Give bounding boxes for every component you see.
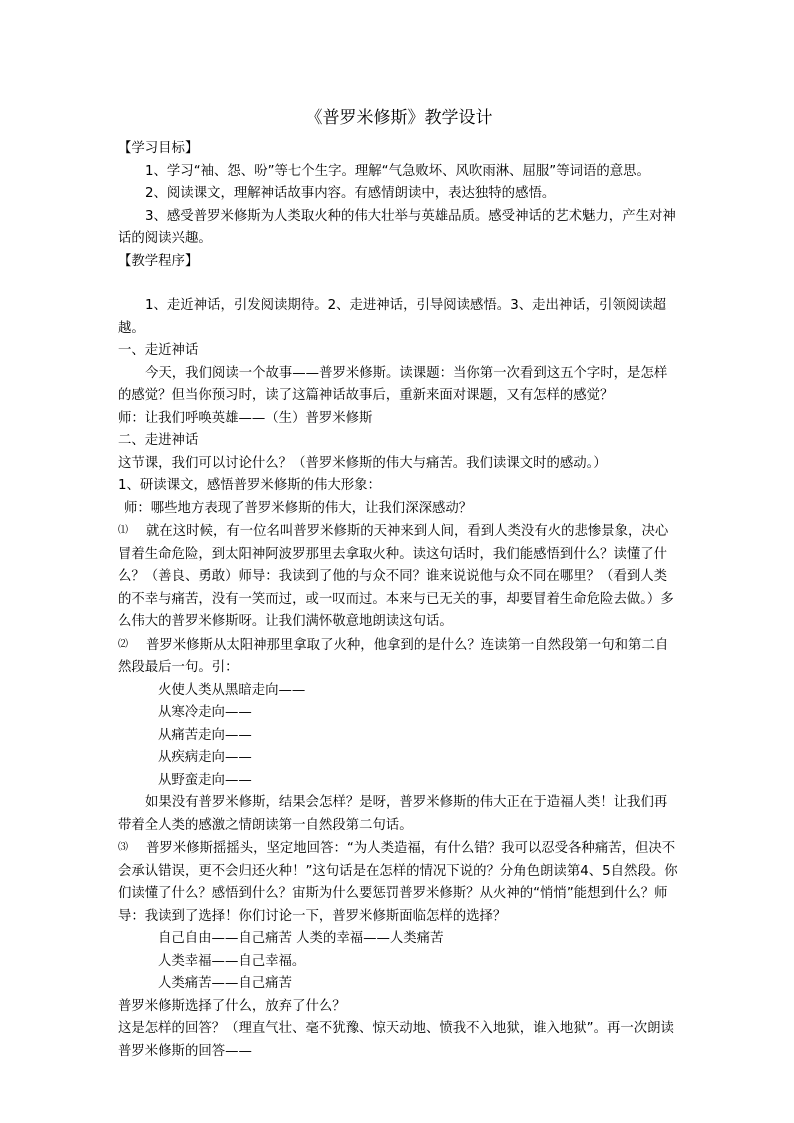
item-3 [118,837,680,928]
choice-line: 人类幸福——自己幸福。 [158,953,306,969]
fire-line: 从疾病走向—— [158,750,252,765]
section-1-teacher-line: 师：让我们呼唤英雄——（生）普罗米修斯 [118,410,373,426]
procedure-heading: 【教学程序】 [118,253,199,269]
item-1-text: 就在这时候，有一位名叫普罗米修斯的天神来到人间，看到人类没有火的悲惨景象，决心冒着生命危险，到太阳神阿波罗那里去拿取火种。读这句话时，我们能感悟到什么？读懂了什么？（善良、勇敢）师导：我读到了他的与众不同？谁来说说他与众不同在哪里？（看到人类的不幸与痛苦，没有一笑而过，或一叹而过。本来与已无关的事，却要冒着生命危险去做。）多么伟大的普罗米修斯呀。让我们满怀敬意地朗读这句话。 [118,524,674,629]
section-2-question: 这节课，我们可以讨论什么？（普罗米修斯的伟大与痛苦。我们读课文时的感动。） [118,455,607,471]
goal-2: 2、阅读课文，理解神话故事内容。有感情朗读中，表达独特的感悟。 [145,186,556,201]
blank-line [118,273,680,295]
item-2-number: ⑵ [118,638,128,650]
document-page [118,104,680,1063]
goals-heading: 【学习目标】 [118,141,199,156]
item-2-followup: 如果没有普罗米修斯，结果会怎样？是呀，普罗米修斯的伟大正在于造福人类！让我们再带着全人类的感激之情朗读第一自然段第二句话。 [118,795,668,833]
fire-line: 从野蛮走向—— [158,772,252,788]
item-1-number: ⑴ [118,525,128,536]
document-title: 《普罗米修斯》教学设计 [305,108,493,128]
goal-3: 3、感受普罗米修斯为人类取火种的伟大壮举与英雄品质。感受神话的艺术魅力，产生对神话的阅读兴趣。 [118,208,676,246]
item-3-number: ⑶ [118,842,128,853]
closing-question: 普罗米修斯选择了什么，放弃了什么？ [118,998,346,1014]
section-2-subheading: 1、研读课文，感悟普罗米修斯的伟大形象： [118,478,381,493]
fire-line: 从寒冷走向—— [158,705,252,720]
choice-line: 人类痛苦——自己痛苦 [158,976,292,991]
item-2-text: 普罗米修斯从太阳神那里拿取了火种，他拿到的是什么？连读第一自然段第一句和第二自然段最后一句。引： [118,637,669,675]
fire-line: 从痛苦走向—— [158,727,252,743]
procedure-intro: 1、走近神话，引发阅读期待。2、走进神话，引导阅读感悟。3、走出神话，引领阅读超越。 [118,298,667,336]
goal-1: 1、学习“袖、怨、吩”等七个生字。理解“气急败坏、风吹雨淋、屈服”等词语的意思。 [145,163,650,179]
section-1-paragraph: 今天，我们阅读一个故事——普罗米修斯。读课题：当你第一次看到这五个字时，是怎样的感觉？但当你预习时，读了这篇神话故事后，重新来面对课题，又有怎样的感觉？ [118,365,668,403]
section-2-heading: 二、走进神话 [118,433,199,448]
closing-paragraph: 这是怎样的回答？（理直气壮、毫不犹豫、惊天动地、愤我不入地狱，谁入地狱”。再一次朗读普罗米修斯的回答—— [118,1021,674,1059]
item-3-text: 普罗米修斯摇摇头，坚定地回答：“为人类造福，有什么错？我可以忍受各种痛苦，但决不会承认错误，更不会归还火种！”这句话是在怎样的情况下说的？分角色朗读第4、5自然段。你们读懂了什么？感悟到什么？宙斯为什么要惩罚普罗米修斯？从火神的“悄悄”能想到什么？师导：我读到了选择！你们讨论一下，普罗米修斯面临怎样的选择？ [118,841,678,924]
section-1-heading: 一、走近神话 [118,343,199,358]
item-2 [118,634,680,680]
choice-line: 自己自由——自己痛苦 人类的幸福——人类痛苦 [158,931,444,946]
fire-line: 火使人类从黑暗走向—— [158,682,306,698]
section-2-teacher-question: 师：哪些地方表现了普罗米修斯的伟大，让我们深深感动？ [124,500,473,516]
item-1 [118,520,680,634]
